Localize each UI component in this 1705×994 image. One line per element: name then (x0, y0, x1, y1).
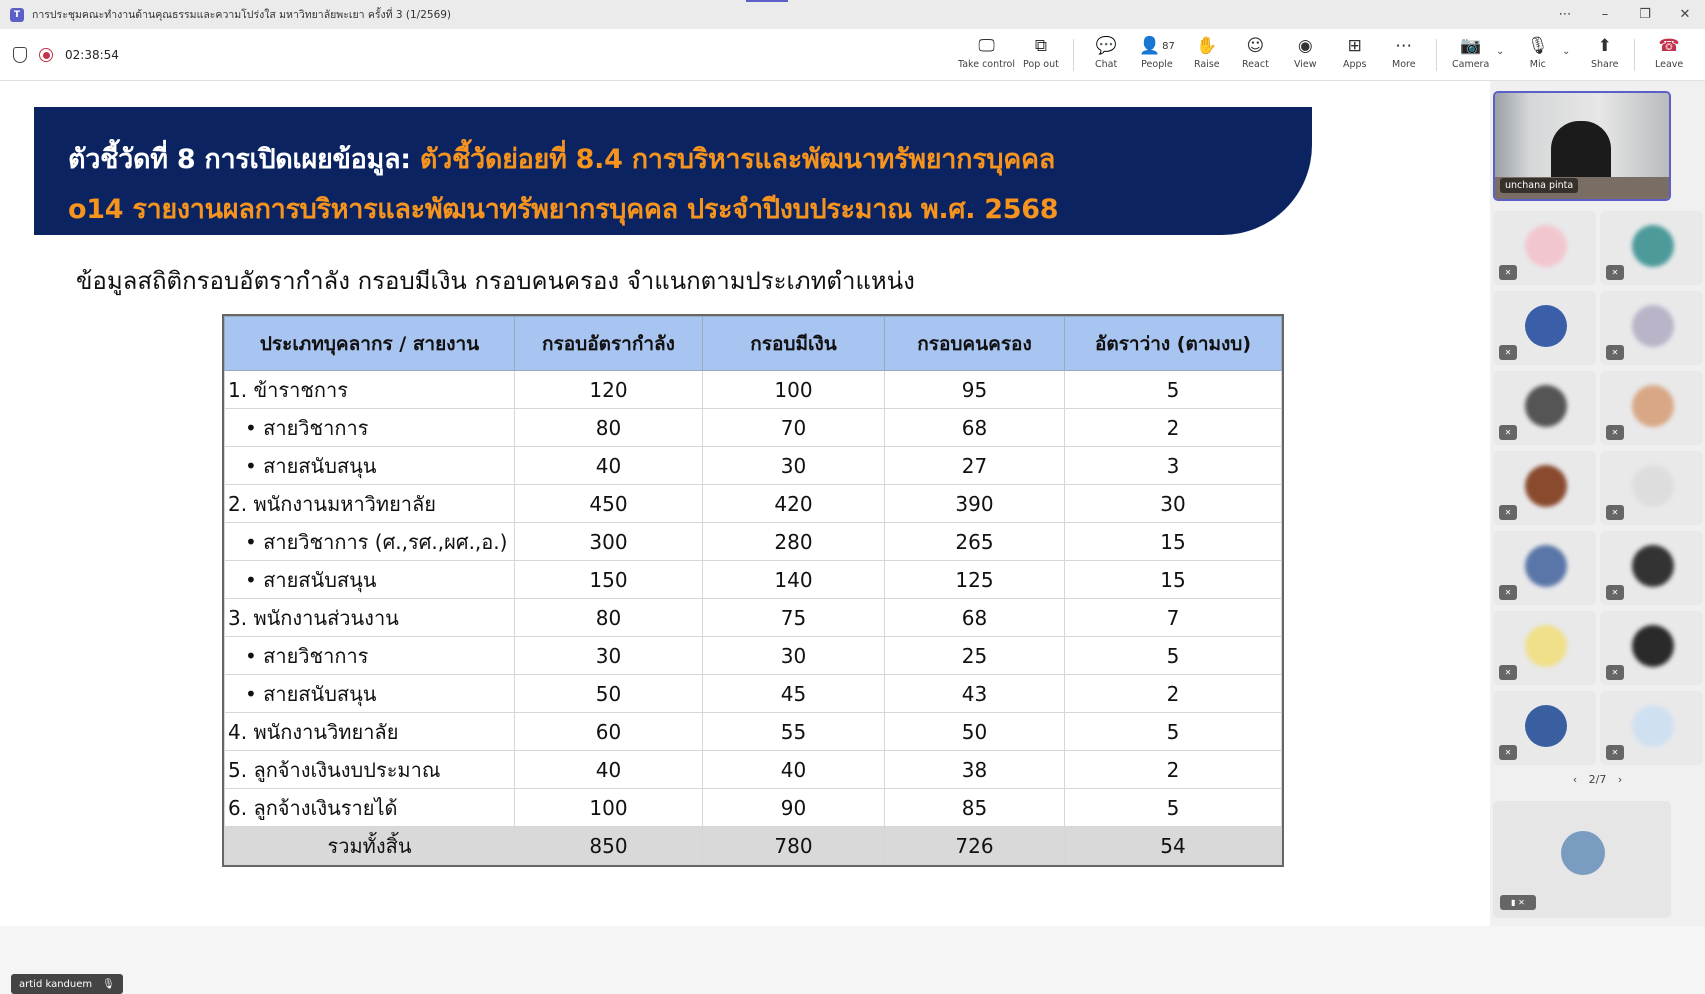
row-label-cell: • สายสนับสนุน (225, 561, 515, 599)
participant-tile[interactable] (1600, 611, 1703, 685)
table-row (225, 751, 1282, 789)
value-cell: 420 (703, 485, 885, 523)
participant-tile[interactable] (1493, 611, 1596, 685)
value-cell: 90 (703, 789, 885, 827)
row-label-cell: • สายวิชาการ (225, 637, 515, 675)
mic-off-icon: ✕ (1499, 585, 1517, 600)
avatar (1525, 225, 1567, 267)
chevron-left-icon[interactable]: ‹ (1572, 773, 1578, 786)
avatar (1525, 625, 1567, 667)
chevron-right-icon[interactable]: › (1617, 773, 1623, 786)
people-button[interactable]: 👤 87 People (1139, 36, 1175, 70)
window-title: การประชุมคณะทำงานด้านคุณธรรมและความโปร่งใส มหาวิทยาลัยพะเยา ครั้งที่ 3 (1/2569) (32, 9, 452, 21)
value-cell: 7 (1065, 599, 1282, 637)
value-cell: 5 (1065, 637, 1282, 675)
personnel-table (224, 316, 1282, 865)
avatar (1632, 545, 1674, 587)
toolbar-divider (1436, 39, 1437, 71)
more-options-icon[interactable]: ⋯ (1558, 7, 1572, 22)
row-label-cell: 2. พนักงานมหาวิทยาลัย (225, 485, 515, 523)
value-cell: 120 (515, 371, 703, 409)
value-cell: 95 (885, 371, 1065, 409)
row-label-cell: 6. ลูกจ้างเงินรายได้ (225, 789, 515, 827)
self-avatar (1561, 831, 1605, 875)
value-cell: 30 (703, 447, 885, 485)
value-cell: 5 (1065, 713, 1282, 751)
total-value-cell: 726 (885, 827, 1065, 865)
value-cell: 80 (515, 599, 703, 637)
mic-off-icon: ✕ (1606, 265, 1624, 280)
mic-off-icon: ✕ (1499, 665, 1517, 680)
speaker-name: artid kanduem (19, 978, 93, 990)
meeting-timer: 02:38:54 (65, 48, 119, 62)
table-row (225, 371, 1282, 409)
meeting-toolbar (0, 29, 1705, 81)
avatar (1525, 705, 1567, 747)
value-cell: 85 (885, 789, 1065, 827)
table-row (225, 675, 1282, 713)
presenter-video-tile[interactable] (1493, 91, 1671, 201)
more-button[interactable]: ⋯ More (1392, 36, 1416, 70)
meeting-status (13, 29, 119, 81)
value-cell: 450 (515, 485, 703, 523)
participant-tile[interactable] (1493, 451, 1596, 525)
recording-icon (39, 48, 53, 62)
avatar (1632, 465, 1674, 507)
hand-icon: ✋ (1196, 36, 1218, 56)
value-cell: 30 (1065, 485, 1282, 523)
value-cell: 30 (703, 637, 885, 675)
value-cell: 40 (515, 447, 703, 485)
hang-up-icon: ☎ (1658, 36, 1680, 56)
take-control-icon: 🖵 (978, 36, 995, 56)
value-cell: 80 (515, 409, 703, 447)
mic-off-icon: ✕ (1499, 345, 1517, 360)
value-cell: 2 (1065, 409, 1282, 447)
header-cell: กรอบมีเงิน (703, 317, 885, 371)
avatar (1525, 305, 1567, 347)
avatar (1632, 305, 1674, 347)
mic-off-icon: ✕ (1606, 505, 1624, 520)
value-cell: 50 (885, 713, 1065, 751)
restore-icon[interactable]: ❐ (1639, 7, 1651, 22)
window-titlebar (0, 0, 1705, 29)
camera-button[interactable]: 📷 Camera (1452, 36, 1490, 70)
participant-tile[interactable] (1493, 691, 1596, 765)
row-label-cell: 4. พนักงานวิทยาลัย (225, 713, 515, 751)
value-cell: 5 (1065, 789, 1282, 827)
window-controls (1545, 0, 1705, 29)
slide-banner (34, 107, 1312, 235)
self-video-tile[interactable] (1493, 801, 1671, 918)
total-value-cell: 54 (1065, 827, 1282, 865)
value-cell: 27 (885, 447, 1065, 485)
value-cell: 100 (515, 789, 703, 827)
avatar (1632, 705, 1674, 747)
row-label-cell: 1. ข้าราชการ (225, 371, 515, 409)
mic-off-icon: ▮ ✕ (1500, 895, 1536, 910)
header-cell: กรอบคนครอง (885, 317, 1065, 371)
banner-line-1: ตัวชี้วัดที่ 8 การเปิดเผยข้อมูล: ตัวชี้วัดย่อยที่ 8.4 การบริหารและพัฒนาทรัพยากรบุคคล (68, 144, 1056, 175)
avatar (1632, 625, 1674, 667)
value-cell: 280 (703, 523, 885, 561)
value-cell: 15 (1065, 561, 1282, 599)
mic-off-icon: ✕ (1499, 265, 1517, 280)
value-cell: 125 (885, 561, 1065, 599)
total-label-cell: รวมทั้งสิ้น (225, 827, 515, 865)
table-row (225, 523, 1282, 561)
row-label-cell: • สายสนับสนุน (225, 447, 515, 485)
avatar (1632, 385, 1674, 427)
pop-out-icon: ⧉ (1034, 36, 1047, 56)
participant-tile[interactable] (1600, 691, 1703, 765)
apps-icon: ⊞ (1347, 36, 1362, 56)
mic-off-icon: 🎙 (1527, 36, 1549, 56)
teams-icon: T (10, 8, 24, 22)
people-count: 87 (1162, 40, 1175, 52)
participant-tile[interactable] (1493, 531, 1596, 605)
share-button[interactable]: ⬆ Share (1591, 36, 1619, 70)
share-icon: ⬆ (1597, 36, 1612, 56)
value-cell: 55 (703, 713, 885, 751)
row-label-cell: • สายสนับสนุน (225, 675, 515, 713)
value-cell: 3 (1065, 447, 1282, 485)
table-row (225, 637, 1282, 675)
row-label-cell: • สายวิชาการ (225, 409, 515, 447)
value-cell: 38 (885, 751, 1065, 789)
total-value-cell: 780 (703, 827, 885, 865)
value-cell: 100 (703, 371, 885, 409)
header-cell: ประเภทบุคลากร / สายงาน (225, 317, 515, 371)
value-cell: 40 (515, 751, 703, 789)
row-label-cell: 5. ลูกจ้างเงินงบประมาณ (225, 751, 515, 789)
value-cell: 68 (885, 409, 1065, 447)
close-icon[interactable]: ✕ (1679, 7, 1691, 22)
mic-off-icon: ✕ (1606, 345, 1624, 360)
mic-icon: 🎙 (102, 978, 115, 990)
chat-icon: 💬 (1095, 36, 1117, 56)
value-cell: 300 (515, 523, 703, 561)
avatar (1525, 465, 1567, 507)
value-cell: 390 (885, 485, 1065, 523)
table-row (225, 561, 1282, 599)
camera-off-icon: 📷 (1460, 36, 1482, 56)
participant-tile[interactable] (1600, 451, 1703, 525)
value-cell: 140 (703, 561, 885, 599)
value-cell: 75 (703, 599, 885, 637)
mic-options-chevron-down-icon[interactable]: ⌄ (1562, 46, 1571, 57)
view-icon: ◉ (1297, 36, 1313, 56)
shared-screen (0, 81, 1490, 990)
mic-off-icon: ✕ (1606, 745, 1624, 760)
avatar (1632, 225, 1674, 267)
mic-button[interactable]: 🎙 Mic (1527, 36, 1549, 70)
table-body (225, 371, 1282, 865)
shield-icon[interactable] (13, 47, 27, 63)
speaker-name-tag (11, 974, 123, 994)
participant-tile[interactable] (1600, 371, 1703, 445)
camera-options-chevron-down-icon[interactable]: ⌄ (1496, 46, 1505, 57)
mic-off-icon: ✕ (1499, 745, 1517, 760)
chat-button[interactable]: 💬 Chat (1095, 36, 1118, 70)
value-cell: 2 (1065, 675, 1282, 713)
value-cell: 2 (1065, 751, 1282, 789)
header-cell: อัตราว่าง (ตามงบ) (1065, 317, 1282, 371)
table-row (225, 485, 1282, 523)
table-header-row (225, 317, 1282, 371)
gallery-pager (1490, 773, 1705, 786)
presenter-name: unchana pinta (1500, 178, 1578, 193)
table-total-row (225, 827, 1282, 865)
mic-off-icon: ✕ (1606, 585, 1624, 600)
titlebar-accent (746, 0, 788, 2)
value-cell: 40 (703, 751, 885, 789)
header-cell: กรอบอัตรากำลัง (515, 317, 703, 371)
react-button[interactable]: ☺ React (1242, 36, 1269, 70)
mic-off-icon: ✕ (1606, 665, 1624, 680)
value-cell: 15 (1065, 523, 1282, 561)
value-cell: 30 (515, 637, 703, 675)
minimize-icon[interactable]: – (1601, 7, 1609, 22)
participant-tile[interactable] (1493, 211, 1596, 285)
leave-button[interactable]: ☎ Leave (1655, 36, 1684, 70)
mic-off-icon: ✕ (1606, 425, 1624, 440)
participant-tile[interactable] (1600, 291, 1703, 365)
participant-tile[interactable] (1493, 291, 1596, 365)
value-cell: 5 (1065, 371, 1282, 409)
toolbar-divider (1073, 39, 1074, 71)
slide-subtitle: ข้อมูลสถิติกรอบอัตรากำลัง กรอบมีเงิน กรอบคนครอง จำแนกตามประเภทตำแหน่ง (76, 267, 915, 295)
value-cell: 25 (885, 637, 1065, 675)
table-row (225, 599, 1282, 637)
table-row (225, 447, 1282, 485)
page-indicator: 2/7 (1588, 773, 1607, 786)
apps-button[interactable]: ⊞ Apps (1343, 36, 1367, 70)
mic-off-icon: ✕ (1499, 505, 1517, 520)
table-row (225, 789, 1282, 827)
avatar (1525, 385, 1567, 427)
view-button[interactable]: ◉ View (1294, 36, 1317, 70)
value-cell: 68 (885, 599, 1065, 637)
participant-gallery (1490, 81, 1705, 926)
total-value-cell: 850 (515, 827, 703, 865)
value-cell: 265 (885, 523, 1065, 561)
value-cell: 50 (515, 675, 703, 713)
value-cell: 150 (515, 561, 703, 599)
avatar (1525, 545, 1567, 587)
banner-line-2: o14 รายงานผลการบริหารและพัฒนาทรัพยากรบุคคล ประจำปีงบประมาณ พ.ศ. 2568 (68, 194, 1059, 225)
value-cell: 60 (515, 713, 703, 751)
value-cell: 43 (885, 675, 1065, 713)
row-label-cell: • สายวิชาการ (ศ.,รศ.,ผศ.,อ.) (225, 523, 515, 561)
row-label-cell: 3. พนักงานส่วนงาน (225, 599, 515, 637)
value-cell: 45 (703, 675, 885, 713)
table-row (225, 713, 1282, 751)
mic-off-icon: ✕ (1499, 425, 1517, 440)
toolbar-divider (1634, 39, 1635, 71)
table-row (225, 409, 1282, 447)
participant-tile[interactable] (1493, 371, 1596, 445)
participant-tile[interactable] (1600, 531, 1703, 605)
take-control-button[interactable]: 🖵 Take control (958, 36, 1016, 70)
people-icon: 👤 87 (1139, 36, 1175, 56)
participant-tile[interactable] (1600, 211, 1703, 285)
raise-hand-button[interactable]: ✋ Raise (1194, 36, 1220, 70)
value-cell: 70 (703, 409, 885, 447)
smiley-icon: ☺ (1246, 36, 1265, 56)
pop-out-button[interactable]: ⧉ Pop out (1023, 36, 1059, 70)
more-icon: ⋯ (1395, 36, 1413, 56)
